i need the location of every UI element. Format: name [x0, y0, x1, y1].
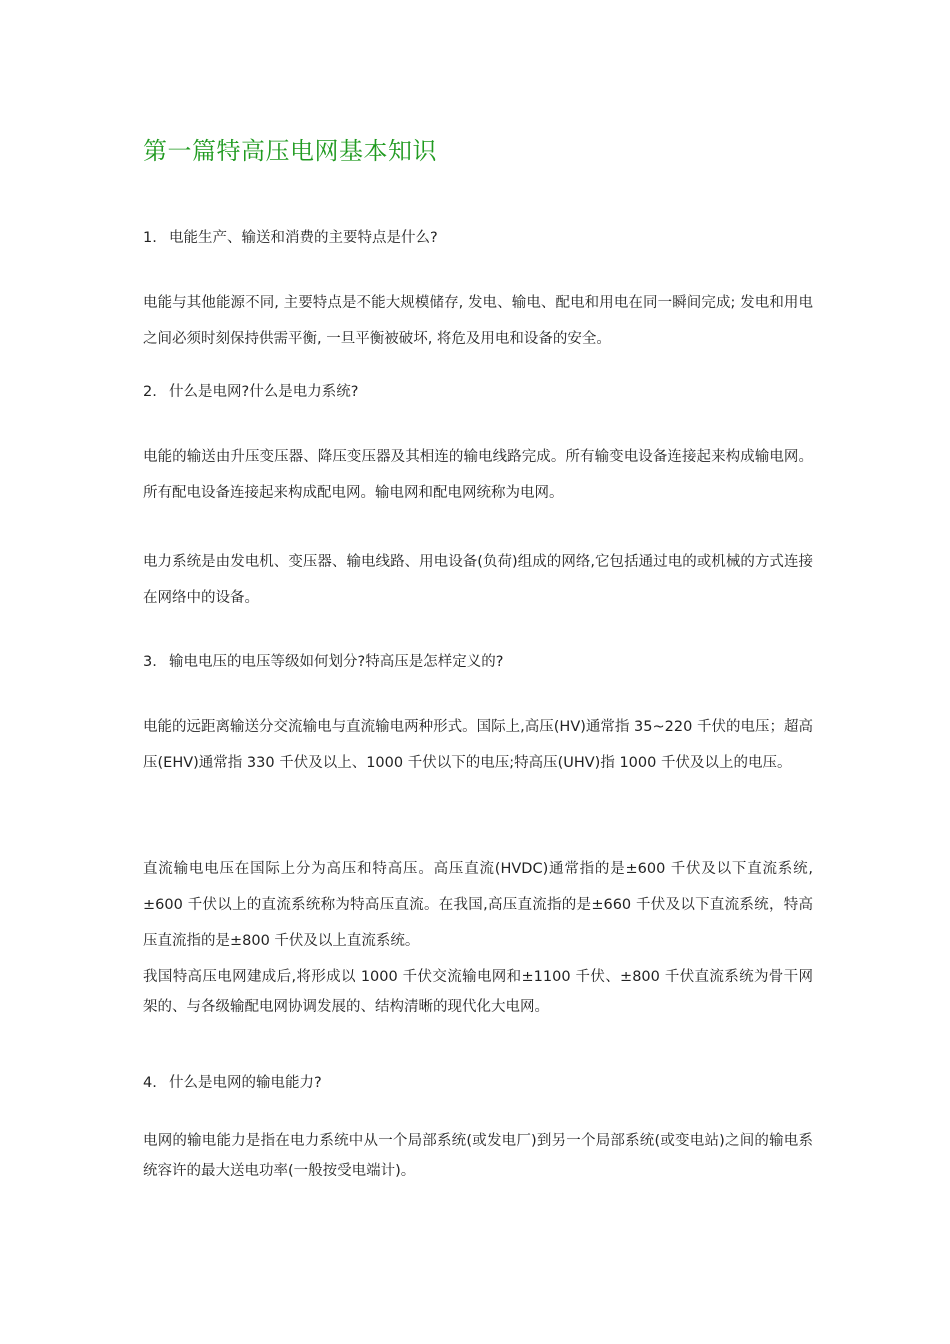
question-2-text: 什么是电网?什么是电力系统? — [169, 384, 359, 400]
question-1 — [143, 226, 813, 247]
question-2 — [143, 380, 813, 401]
answer-3-paragraph-2: 直流输电电压在国际上分为高压和特高压。高压直流(HVDC)通常指的是±600 千伏及以下直流系统,±600 千伏以上的直流系统称为特高压直流。在我国,高压直流指的是±660 千伏及以下直流系统，特高压直流指的是±800 千伏及以上直流系统。 — [143, 861, 813, 949]
question-4-number: 4. — [143, 1075, 157, 1091]
question-1-text: 电能生产、输送和消费的主要特点是什么? — [169, 230, 438, 246]
page-title: 第一篇特高压电网基本知识 — [143, 137, 437, 165]
question-3-number: 3. — [143, 654, 157, 670]
answer-1-paragraph-1: 电能与其他能源不同, 主要特点是不能大规模储存, 发电、输电、配电和用电在同一瞬间完成; 发电和用电之间必须时刻保持供需平衡, 一旦平衡被破坏, 将危及用电和设备的安全。 — [143, 295, 813, 347]
answer-2-paragraph-1: 电能的输送由升压变压器、降压变压器及其相连的输电线路完成。所有输变电设备连接起来构成输电网。所有配电设备连接起来构成配电网。输电网和配电网统称为电网。 — [143, 449, 813, 501]
answer-3-paragraph-3: 我国特高压电网建成后,将形成以 1000 千伏交流输电网和±1100 千伏、±800 千伏直流系统为骨干网架的、与各级输配电网协调发展的、结构清晰的现代化大电网。 — [143, 969, 813, 1015]
answer-3-paragraph-1: 电能的远距离输送分交流输电与直流输电两种形式。国际上,高压(HV)通常指 35~220 千伏的电压；超高压(EHV)通常指 330 千伏及以上、1000 千伏以下的电压;特高压(UHV)指 1000 千伏及以上的电压。 — [143, 719, 813, 771]
question-4-text: 什么是电网的输电能力? — [169, 1075, 322, 1091]
answer-2-paragraph-2: 电力系统是由发电机、变压器、输电线路、用电设备(负荷)组成的网络,它包括通过电的或机械的方式连接在网络中的设备。 — [143, 554, 813, 606]
question-3 — [143, 650, 813, 671]
answer-4-paragraph-1: 电网的输电能力是指在电力系统中从一个局部系统(或发电厂)到另一个局部系统(或变电站)之间的输电系统容许的最大送电功率(一般按受电端计)。 — [143, 1133, 813, 1179]
question-3-text: 输电电压的电压等级如何划分?特高压是怎样定义的? — [169, 654, 504, 670]
question-4 — [143, 1071, 813, 1092]
question-1-number: 1. — [143, 230, 157, 246]
question-2-number: 2. — [143, 384, 157, 400]
